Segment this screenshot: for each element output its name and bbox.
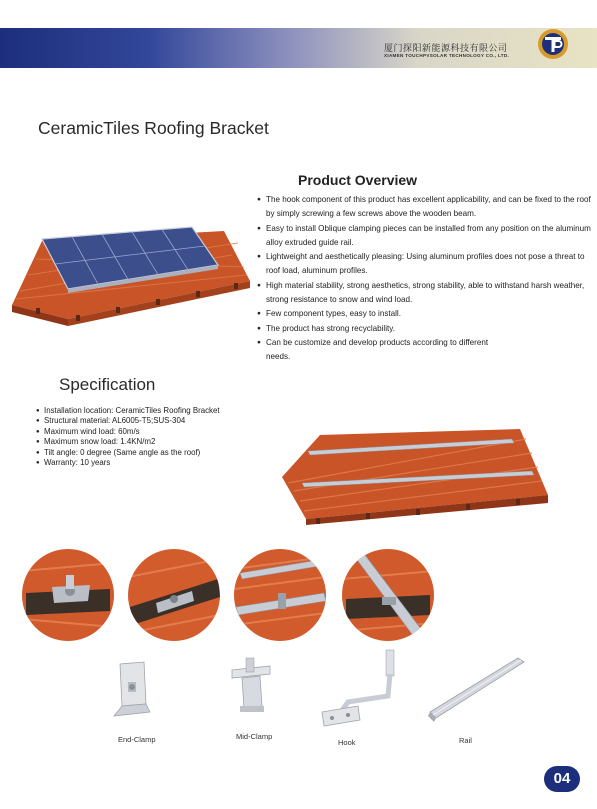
company-name-cn: 厦门探阳新能源科技有限公司 [384,43,508,53]
solar-roof-illustration [6,215,252,327]
hook-image [318,646,404,730]
hook-label: Hook [338,738,356,747]
specification-title: Specification [59,375,156,394]
rail-label: Rail [459,736,472,745]
page-number: 04 [544,766,580,792]
overview-list [258,193,593,365]
list-item: ● The hook component of this product has excellent applicability, and can be fixed to the roof by simply screwing a few screws above the wooden beam. [258,193,593,222]
rail-image [424,654,526,724]
list-item: ● Maximum wind load: 60m/s [36,427,220,437]
list-item: ● High material stability, strong aesthetics, strong stability, able to withstand harsh weather, strong resistance to snow and wind load. [258,279,593,308]
list-item: ● Installation location: CeramicTiles Roofing Bracket [36,406,220,416]
detail-photo-rail-clamp [342,549,434,641]
end-clamp-image [108,660,158,718]
list-item: ● The product has strong recyclability. [258,322,593,336]
list-item: ● Tilt angle: 0 degree (Same angle as the roof) [36,448,220,458]
rail-roof-illustration [276,425,552,525]
list-item: ● Easy to install Oblique clamping pieces can be installed from any position on the aluminum alloy extruded guide rail. [258,222,593,251]
mid-clamp-image [226,656,276,716]
list-item: ● Can be customize and develop products according to different needs. [258,336,506,365]
end-clamp-label: End-Clamp [118,735,156,744]
list-item: ● Few component types, easy to install. [258,307,593,321]
overview-title: Product Overview [298,172,418,188]
list-item: ● Structural material: AL6005-T5;SUS-304 [36,416,220,426]
list-item: ● Lightweight and aesthetically pleasing: Using aluminum profiles does not pose a threat to roof load, aluminum profiles. [258,250,593,279]
specification-list [36,406,220,468]
company-name-en: XIAMEN TOUCHPVSOLAR TECHNOLOGY CO., LTD. [384,53,510,58]
list-item: ● Warranty: 10 years [36,458,220,468]
detail-photo-hook-installed [22,549,114,641]
detail-photo-hook-under-tile [128,549,220,641]
mid-clamp-label: Mid-Clamp [236,732,273,741]
touchpv-logo-icon [537,28,569,60]
page-title: CeramicTiles Roofing Bracket [38,118,269,138]
detail-photo-rail-mounted [234,549,326,641]
list-item: ● Maximum snow load: 1.4KN/m2 [36,437,220,447]
